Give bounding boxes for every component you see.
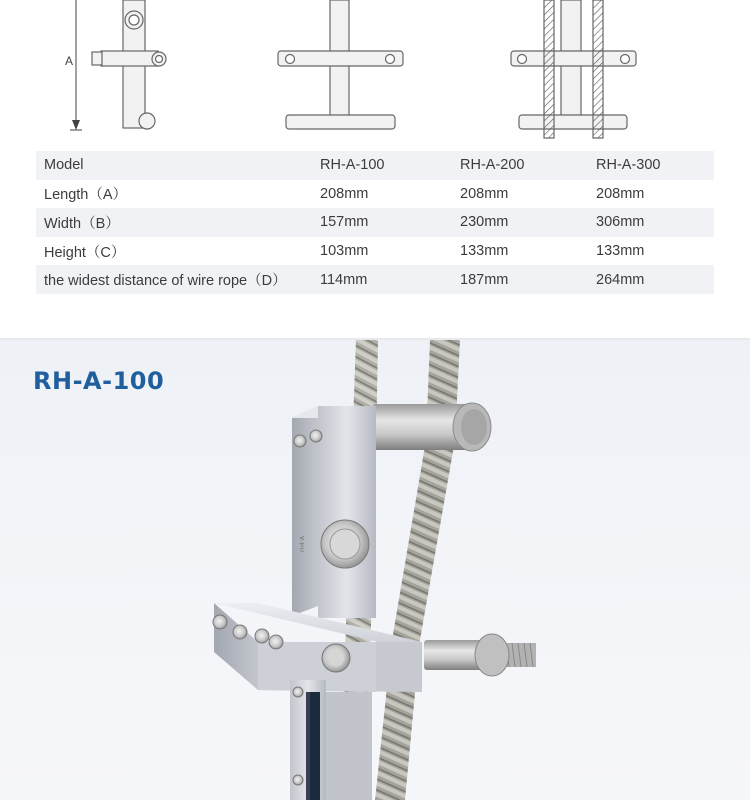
table-row: [36, 208, 714, 237]
table-cell: 264mm: [592, 265, 714, 294]
drawing-front-view-100: [278, 0, 403, 129]
table-cell: RH-A-200: [456, 151, 592, 180]
table-cell: 114mm: [316, 265, 456, 294]
label-sticker: rn4·A: [299, 536, 306, 552]
table-cell: 306mm: [592, 208, 714, 237]
table-row: [36, 237, 714, 266]
product-photo-section: [0, 340, 750, 800]
table-cell: RH-A-100: [316, 151, 456, 180]
upper-steel-pin: [372, 403, 491, 451]
product-photo: [0, 340, 750, 800]
table-cell: the widest distance of wire rope（D）: [36, 265, 316, 294]
table-cell: 208mm: [320, 185, 369, 202]
table-cell: 187mm: [456, 265, 592, 294]
drawing-svg: [0, 0, 750, 145]
table-cell: RH-A-300: [592, 151, 714, 180]
table-cell: Width（B）: [36, 208, 316, 237]
spec-table: [36, 151, 714, 294]
vertical-body: [292, 406, 376, 618]
side-bolt: [424, 634, 536, 676]
table-row: [36, 180, 714, 209]
table-cell: 208mm: [596, 185, 645, 202]
table-cell: 103mm: [320, 243, 369, 260]
table-cell: 230mm: [456, 208, 592, 237]
product-title: RH-A-100: [33, 367, 165, 395]
drawing-front-view-with-ropes: [511, 0, 636, 138]
table-row: [36, 265, 714, 294]
lower-body: [290, 680, 372, 800]
drawing-side-view: [70, 0, 166, 130]
table-cell: 133mm: [460, 243, 509, 260]
dimension-label-a: A: [65, 54, 74, 68]
table-cell: 133mm: [596, 243, 645, 260]
technical-drawings: [0, 0, 750, 145]
table-cell: Model: [36, 151, 316, 180]
horizontal-clamp-bar: [213, 603, 422, 692]
table-cell: 157mm: [316, 208, 456, 237]
table-row: [36, 151, 714, 180]
table-cell: 208mm: [460, 185, 509, 202]
table-cell: Height（C）: [44, 244, 126, 261]
spec-section: [0, 0, 750, 338]
table-cell: Length（A）: [44, 187, 128, 204]
